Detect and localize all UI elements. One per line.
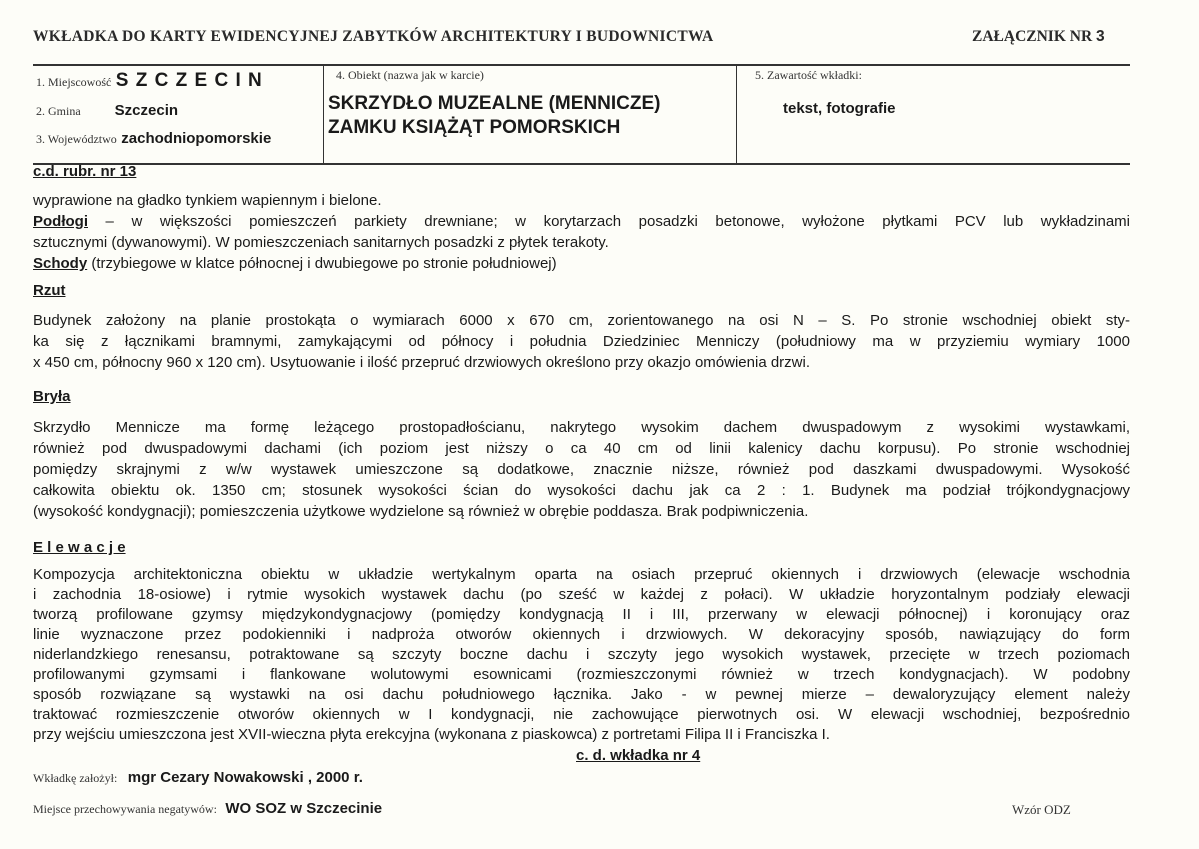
text-line: i zachodnia 18-osiowe) i rytmie wysokich wystawek dachu (po sześć w każdej z połaci). W układzie horyzontalnym podziały elewacji [33, 586, 1130, 603]
object-name-line2: ZAMKU KSIĄŻĄT POMORSKICH [328, 117, 621, 138]
locality-value: S Z C Z E C I N [115, 70, 263, 91]
storage-line [33, 800, 382, 818]
object-cell [324, 66, 737, 163]
contents-cell [737, 66, 1130, 163]
floors-text: – w większości pomieszczeń parkiety drewniane; w korytarzach posadzki betonowe, wyłożone płytkami PCV lub wykładzinami [88, 213, 1130, 230]
commune-value: Szczecin [114, 102, 179, 119]
section-text-bryla [33, 417, 1130, 522]
text-line: profilowanymi gzymsami i flankowane wolutowymi esownicami (rozmieszczonymi również w trzech kondygnacjach). W podobny [33, 666, 1130, 683]
text-line: również pod dwuspadowymi dachami (ich poziom jest niższy o ca 40 cm od linii kalenicy dachu korpusu). Po stronie wschodniej [33, 440, 1130, 457]
stairs-line [33, 253, 1130, 274]
object-name-line1: SKRZYDŁO MUZEALNE (MENNICZE) [328, 93, 661, 114]
document-title: WKŁADKA DO KARTY EWIDENCYJNEJ ZABYTKÓW ARCHITEKTURY I BUDOWNICTWA [33, 28, 714, 45]
annex-label [972, 28, 1105, 46]
author-line [33, 769, 363, 787]
author-value: mgr Cezary Nowakowski , 2000 r. [127, 769, 363, 786]
intro-text [33, 190, 1130, 274]
intro-line: wyprawione na gładko tynkiem wapiennym i bielone. [33, 192, 382, 209]
voivodeship-label: 3. Województwo [36, 132, 117, 146]
object-label: 4. Obiekt (nazwa jak w karcie) [336, 68, 484, 82]
text-line: ka się z łącznikami bramnymi, zamykającymi od północy i południa Dziedziniec Menniczy (południowy ma w przyziemiu wymiary 1000 [33, 333, 1130, 350]
text-line: sposób rozwiązane są wystawki na osi dachu południowego łącznika. Jako - w pewnej mierze – dewaloryzujący element należy [33, 686, 1130, 703]
continuation-heading: c.d. rubr. nr 13 [33, 163, 137, 180]
text-line: linie wyznaczone przez podokienniki i nadproża otworów okiennych i drzwiowych. W dekoracyjny sposób, nawiązujący do form [33, 626, 1130, 643]
contents-value: tekst, fotografie [783, 100, 896, 117]
storage-value: WO SOZ w Szczecinie [225, 800, 383, 817]
text-line: Budynek założony na planie prostokąta o wymiarach 6000 x 670 cm, zorientowanego na osi N – S. Po stronie wschodniej obiekt sty- [33, 312, 1130, 329]
annex-text: ZAŁĄCZNIK NR [972, 28, 1093, 45]
section-heading-rzut: Rzut [33, 282, 66, 299]
contents-label: 5. Zawartość wkładki: [755, 68, 862, 82]
text-line: Kompozycja architektoniczna obiektu w układzie wertykalnym oparta na osiach przepruć okiennych i drzwiowych (elewacje wschodnia [33, 566, 1130, 583]
text-line: całkowita obiektu ok. 1350 cm; stosunek wysokości ścian do wysokości dachu jak ca 2 : 1. Budynek ma podział trójkondygnacjowy [33, 482, 1130, 499]
text-line: Skrzydło Mennicze ma formę leżącego prostopadłościanu, nakrytego wysokim dachem dwuspadowym z wysokimi wystawkami, [33, 419, 1130, 436]
section-heading-elewacje: E l e w a c j e [33, 539, 126, 556]
commune-label: 2. Gmina [36, 104, 81, 118]
continuation-next: c. d. wkładka nr 4 [576, 747, 701, 764]
text-line: niderlandzkiego renesansu, potraktowane są szczyty boczne dachu i szczyty jego wysokich wystawek, przecięte w trzech poziomach [33, 646, 1130, 663]
location-cell [33, 66, 324, 163]
text-line: traktować rozmieszczenie otworów okiennych w I kondygnacji, nie zachowujące pierwotnych osi. W elewacji wschodniej, bezpośrednio [33, 706, 1130, 723]
section-text-elewacje [33, 565, 1130, 745]
stairs-heading: Schody [33, 255, 88, 272]
stairs-text: (trzybiegowe w klatce północnej i dwubiegowe po stronie południowej) [87, 255, 557, 272]
storage-label: Miejsce przechowywania negatywów: [33, 802, 217, 816]
text-line: x 450 cm, północny 960 x 120 cm). Usytuowanie i ilość przepruć drzwiowych określono przy okazjo omówienia drzwi. [33, 354, 810, 371]
template-label: Wzór ODZ [1012, 802, 1071, 817]
text-line: przy wejściu umieszczona jest XVII-wieczna płyta erekcyjna (wykonana z piaskowca) z portretami Filipa II i Franciszka I. [33, 726, 830, 743]
floors-line [33, 211, 1130, 232]
annex-number: 3 [1096, 28, 1105, 45]
locality-label: 1. Miejscowość [36, 75, 112, 89]
section-heading-bryla: Bryła [33, 388, 71, 405]
floors-line-2: sztucznymi (dywanowymi). W pomieszczeniach sanitarnych posadzki z płytek terakoty. [33, 234, 609, 251]
text-line: pomiędzy skrajnymi z w/w wystawek umieszczone są dodatkowe, znacznie niższe, również pod daszkami dwuspadowymi. Wysokość [33, 461, 1130, 478]
header-table [33, 64, 1130, 165]
voivodeship-value: zachodniopomorskie [121, 130, 272, 147]
text-line: tworzą profilowane gzymsy międzykondygnacjowy (pomiędzy kondygnacją II i III, przerwany w elewacji północnej) i koronujący oraz [33, 606, 1130, 623]
section-text-rzut [33, 310, 1130, 373]
floors-heading: Podłogi [33, 213, 88, 230]
text-line: (wysokość kondygnacji); pomieszczenia użytkowe wydzielone są również w obrębie poddasza. Brak podpiwniczenia. [33, 503, 809, 520]
author-label: Wkładkę założył: [33, 771, 118, 785]
